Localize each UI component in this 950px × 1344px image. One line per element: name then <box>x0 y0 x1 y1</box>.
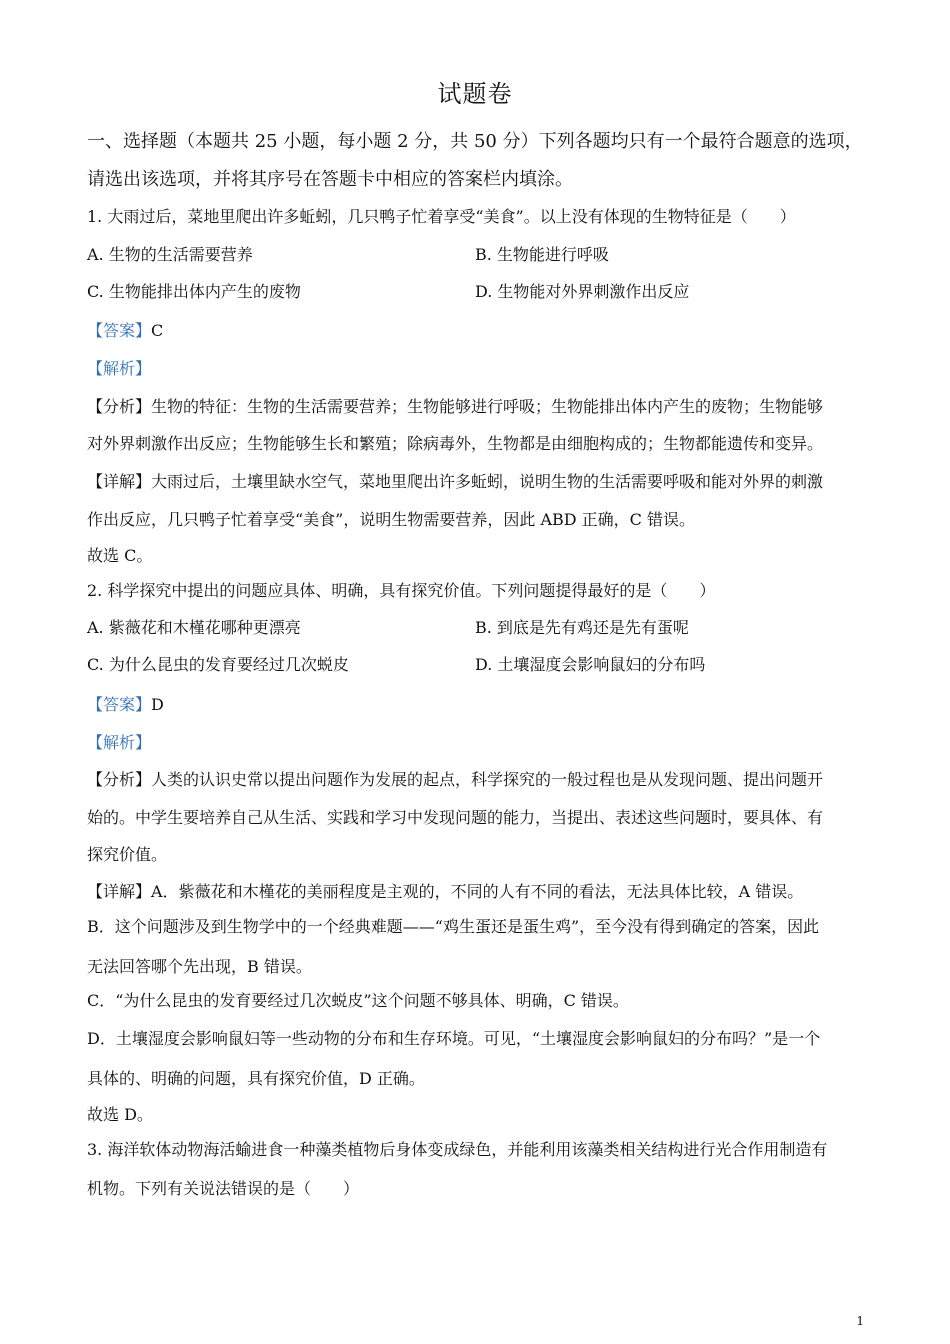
question-2-option-c: C. 为什么昆虫的发育要经过几次蜕皮 <box>87 655 349 674</box>
question-2-detail-a <box>87 879 867 902</box>
fenxi-label: 【分析】 <box>87 770 152 789</box>
question-2-detail-b-line-2: 无法回答哪个先出现，B 错误。 <box>87 957 312 976</box>
question-2-stem: 2. 科学探究中提出的问题应具体、明确，具有探究价值。下列问题提得最好的是（ ） <box>87 581 716 600</box>
analysis-label: 【解析】 <box>87 359 152 378</box>
question-2-detail-b-line-1: B．这个问题涉及到生物学中的一个经典难题——“鸡生蛋还是蛋生鸡”，至今没有得到确定的答案，因此 <box>87 917 820 936</box>
question-2-option-d: D. 土壤湿度会影响鼠妇的分布吗 <box>475 655 706 674</box>
question-1-fenxi-line-2: 对外界刺激作出反应；生物能够生长和繁殖；除病毒外，生物都是由细胞构成的；生物都能遗传和变异。 <box>87 434 824 453</box>
fenxi-text: 人类的认识史常以提出问题作为发展的起点，科学探究的一般过程也是从发现问题、提出问题开 <box>151 770 824 789</box>
question-1-option-a: A. 生物的生活需要营养 <box>87 245 253 264</box>
detail-text: 大雨过后，土壤里缺水空气，菜地里爬出许多蚯蚓，说明生物的生活需要呼吸和能对外界的刺激 <box>151 472 824 491</box>
question-1-option-d: D. 生物能对外界刺激作出反应 <box>475 282 690 301</box>
question-1-stem: 1. 大雨过后，菜地里爬出许多蚯蚓，几只鸭子忙着享受“美食”。以上没有体现的生物特征是（ ） <box>87 207 796 226</box>
question-2-detail-c: C．“为什么昆虫的发育要经过几次蜕皮”这个问题不够具体、明确，C 错误。 <box>87 991 629 1010</box>
question-2-analysis-label <box>87 730 867 753</box>
detail-text: A．紫薇花和木槿花的美丽程度是主观的，不同的人有不同的看法，无法具体比较，A 错误。 <box>151 882 804 901</box>
question-2-fenxi-line-3: 探究价值。 <box>87 845 168 864</box>
question-2-option-a: A. 紫薇花和木槿花哪种更漂亮 <box>87 618 301 637</box>
question-2-fenxi-line-2: 始的。中学生要培养自己从生活、实践和学习中发现问题的能力，当提出、表述这些问题时，要具体、有 <box>87 808 824 827</box>
fenxi-label: 【分析】 <box>87 397 152 416</box>
question-2-fenxi-line-1 <box>87 767 867 790</box>
fenxi-text: 生物的特征：生物的生活需要营养；生物能够进行呼吸；生物能排出体内产生的废物；生物能够 <box>151 397 824 416</box>
question-1-fenxi-line-1 <box>87 394 867 417</box>
question-2-conclusion: 故选 D。 <box>87 1105 153 1124</box>
question-3-stem-line-1: 3. 海洋软体动物海活蝓进食一种藻类植物后身体变成绿色，并能利用该藻类相关结构进行光合作用制造有 <box>87 1140 828 1159</box>
question-1-conclusion: 故选 C。 <box>87 546 153 565</box>
page-title: 试题卷 <box>437 80 513 108</box>
question-1-answer <box>87 318 867 341</box>
answer-label: 【答案】 <box>87 695 152 714</box>
question-1-analysis-label <box>87 356 867 379</box>
answer-label: 【答案】 <box>87 321 152 340</box>
answer-value: D <box>151 695 164 714</box>
question-2-detail-d-line-1: D．土壤湿度会影响鼠妇等一些动物的分布和生存环境。可见，“土壤湿度会影响鼠妇的分布吗？”是一个 <box>87 1029 821 1048</box>
question-1-detail-line-2: 作出反应，几只鸭子忙着享受“美食”，说明生物需要营养，因此 ABD 正确，C 错误。 <box>87 510 696 529</box>
page-number: 1 <box>856 1314 864 1328</box>
question-1-option-b: B. 生物能进行呼吸 <box>475 245 609 264</box>
question-2-answer <box>87 692 867 715</box>
analysis-label: 【解析】 <box>87 733 152 752</box>
section-instructions-line-1: 一、选择题（本题共 25 小题，每小题 2 分，共 50 分）下列各题均只有一个最符合题意的选项， <box>87 131 863 152</box>
question-1-option-c: C. 生物能排出体内产生的废物 <box>87 282 301 301</box>
question-1-detail-line-1 <box>87 469 867 492</box>
detail-label: 【详解】 <box>87 882 152 901</box>
question-2-detail-d-line-2: 具体的、明确的问题，具有探究价值，D 正确。 <box>87 1069 425 1088</box>
question-2-option-b: B. 到底是先有鸡还是先有蛋呢 <box>475 618 689 637</box>
detail-label: 【详解】 <box>87 472 152 491</box>
section-instructions-line-2: 请选出该选项，并将其序号在答题卡中相应的答案栏内填涂。 <box>87 169 573 190</box>
question-3-stem-line-2: 机物。下列有关说法错误的是（ ） <box>87 1179 360 1198</box>
answer-value: C <box>151 321 164 340</box>
